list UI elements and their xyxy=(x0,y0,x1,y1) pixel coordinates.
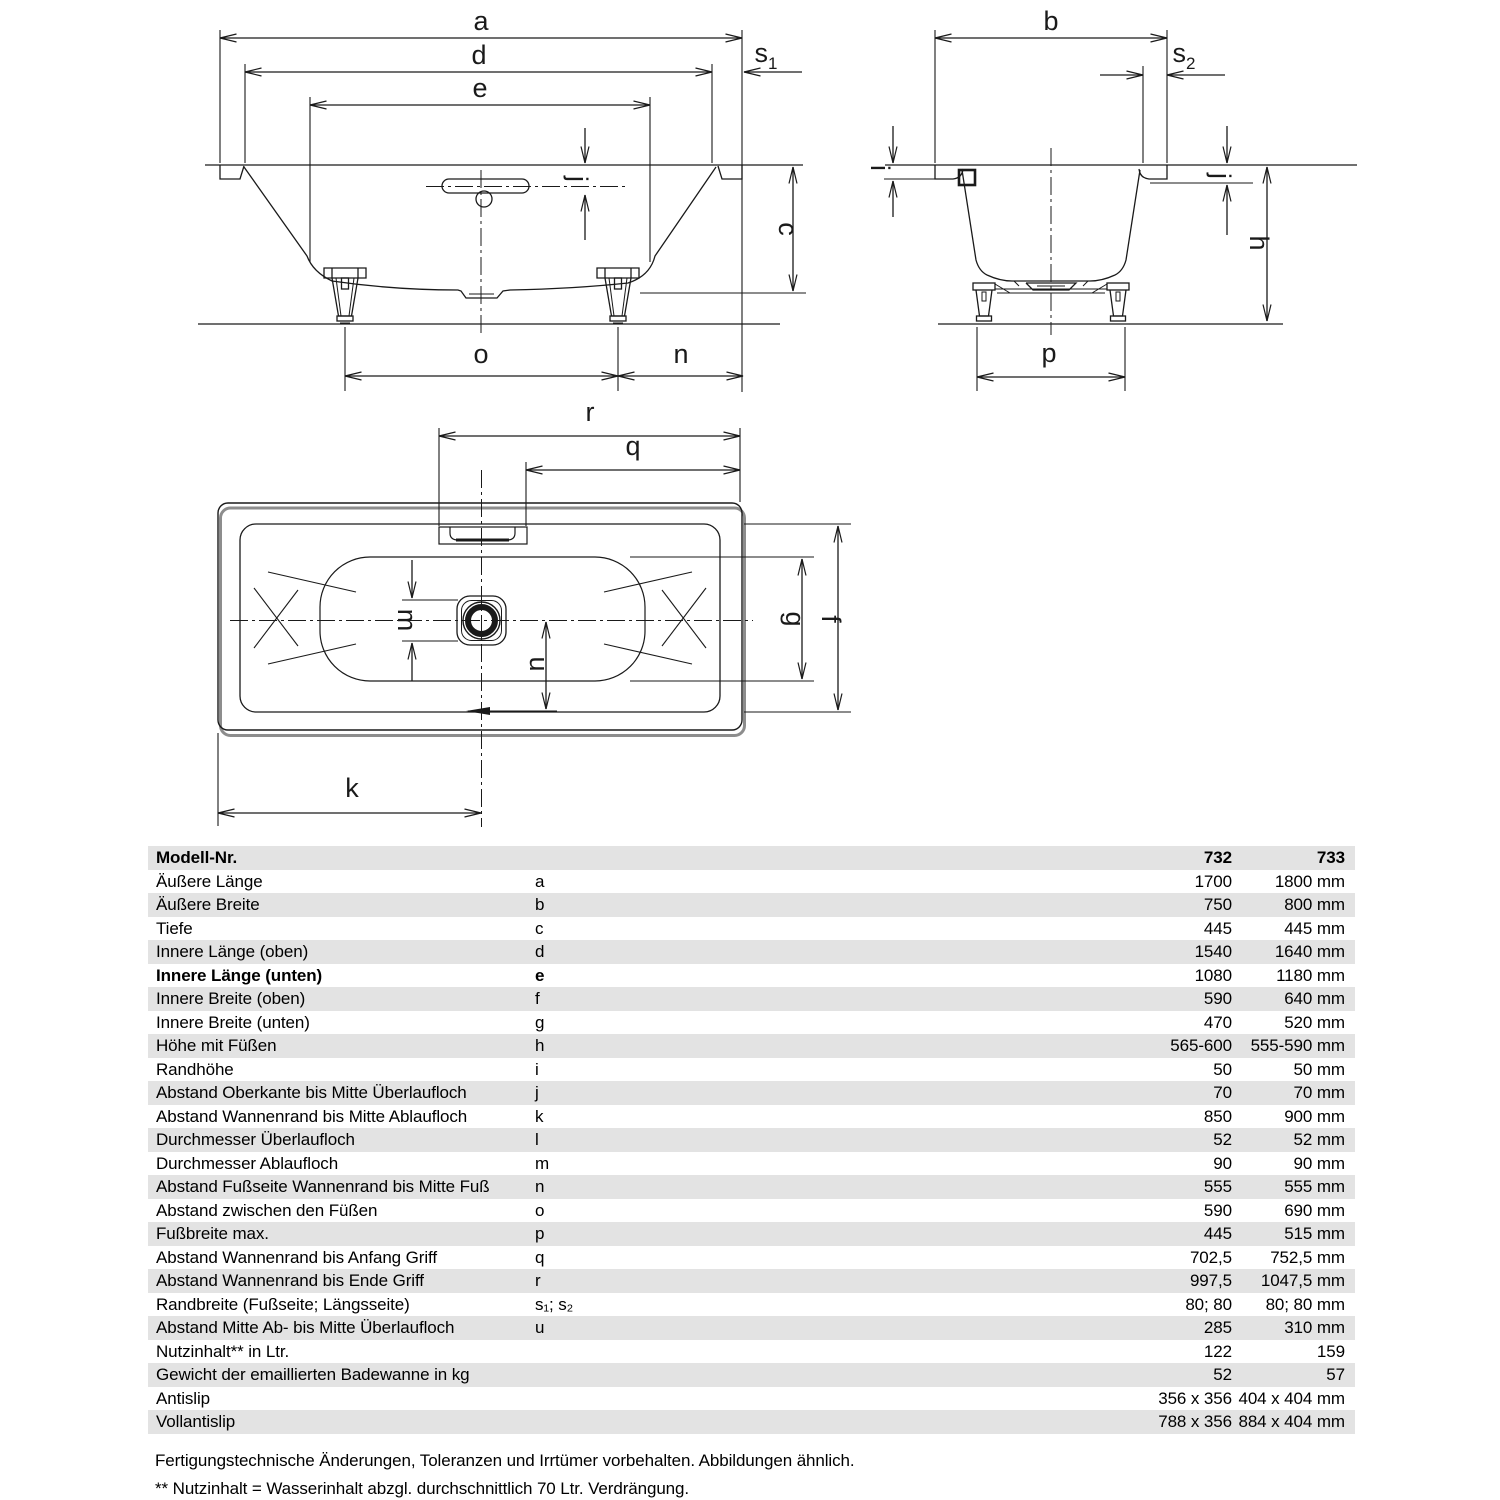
row-value-733: 884 x 404 mm xyxy=(1238,1412,1345,1431)
row-value-733: 445 mm xyxy=(1284,918,1345,938)
row-letter: m xyxy=(535,1153,550,1173)
table-row xyxy=(148,940,1355,964)
end-view-foot-right xyxy=(1107,283,1129,321)
row-label: Innere Länge (unten) xyxy=(156,965,323,985)
table-row xyxy=(148,893,1355,917)
row-label: Abstand Oberkante bis Mitte Überlaufloch xyxy=(156,1083,467,1102)
row-value-732: 555 xyxy=(1203,1177,1232,1196)
dim-label-n: n xyxy=(673,339,689,369)
row-value-733: 159 xyxy=(1316,1341,1345,1361)
dim-label-b: b xyxy=(1043,6,1059,36)
table-row xyxy=(148,1199,1355,1223)
dim-label-j2: j xyxy=(1206,173,1236,179)
dim-label-e: e xyxy=(472,73,488,103)
table-row xyxy=(148,964,1355,988)
dim-label-o: o xyxy=(473,339,489,369)
row-value-733: 52 mm xyxy=(1293,1130,1345,1149)
row-value-732: 122 xyxy=(1203,1341,1232,1361)
row-value-733: 690 mm xyxy=(1284,1200,1345,1220)
row-value-732: 850 xyxy=(1203,1106,1232,1126)
dim-label-k: k xyxy=(345,773,359,803)
dim-label-g: g xyxy=(780,611,810,627)
row-value-733: 80; 80 mm xyxy=(1265,1294,1345,1314)
table-row xyxy=(148,1387,1355,1411)
row-label: Durchmesser Ablaufloch xyxy=(156,1153,339,1173)
table-row xyxy=(148,1363,1355,1387)
row-value-732: 285 xyxy=(1203,1318,1232,1337)
table-row xyxy=(148,1011,1355,1035)
row-letter: r xyxy=(535,1271,541,1290)
table-row xyxy=(148,870,1355,894)
row-value-732: 997,5 xyxy=(1189,1271,1232,1290)
table-row xyxy=(148,1034,1355,1058)
row-value-732: 356 x 356 xyxy=(1158,1388,1232,1408)
footnotes xyxy=(155,1447,855,1500)
row-label: Äußere Breite xyxy=(156,895,260,914)
row-label: Randbreite (Fußseite; Längsseite) xyxy=(156,1294,410,1314)
table-row xyxy=(148,917,1355,941)
row-letter: a xyxy=(535,871,545,891)
row-value-732: 90 xyxy=(1213,1153,1232,1173)
plan-view-drawing xyxy=(218,397,851,827)
row-value-732: 445 xyxy=(1203,1224,1232,1243)
row-value-732: 50 xyxy=(1213,1059,1232,1079)
row-value-733: 752,5 mm xyxy=(1270,1247,1345,1267)
dim-label-u: u xyxy=(524,656,554,672)
dim-label-i: i xyxy=(865,165,895,171)
table-row xyxy=(148,1128,1355,1152)
row-value-733: 50 mm xyxy=(1293,1059,1345,1079)
row-label: Randhöhe xyxy=(156,1059,234,1079)
row-letter: q xyxy=(535,1247,545,1267)
row-value-732: 590 xyxy=(1203,1200,1232,1220)
dim-label-s2: $s_2$ xyxy=(1172,38,1196,73)
row-value-732: 80; 80 xyxy=(1185,1294,1232,1314)
table-row xyxy=(148,1293,1355,1317)
dim-label-c: c xyxy=(773,222,803,236)
table-header-row xyxy=(148,846,1355,870)
row-value-733: 515 mm xyxy=(1284,1224,1345,1243)
dim-label-d: d xyxy=(471,40,487,70)
row-label: Abstand Wannenrand bis Mitte Ablaufloch xyxy=(156,1106,468,1126)
dim-label-m: m xyxy=(392,608,422,632)
table-header-model-732: 732 xyxy=(1203,848,1232,867)
row-value-732: 590 xyxy=(1203,989,1232,1008)
end-view-foot-left xyxy=(973,283,995,321)
row-label: Durchmesser Überlaufloch xyxy=(156,1130,355,1149)
row-label: Abstand Fußseite Wannenrand bis Mitte Fuß xyxy=(156,1177,490,1196)
row-letter: s₁; s₂ xyxy=(535,1294,574,1314)
row-value-733: 90 mm xyxy=(1293,1153,1345,1173)
row-letter: i xyxy=(535,1059,539,1079)
table-row xyxy=(148,1340,1355,1364)
row-letter: g xyxy=(535,1012,545,1032)
row-letter: o xyxy=(535,1200,545,1220)
row-label: Abstand Wannenrand bis Anfang Griff xyxy=(156,1247,437,1267)
table-row xyxy=(148,1105,1355,1129)
table-header-model-733: 733 xyxy=(1316,848,1345,867)
row-letter: j xyxy=(535,1083,539,1102)
row-letter: f xyxy=(535,989,540,1008)
dim-label-q: q xyxy=(625,431,641,461)
row-letter: u xyxy=(535,1318,545,1337)
row-value-732: 445 xyxy=(1203,918,1232,938)
row-value-733: 1047,5 mm xyxy=(1260,1271,1345,1290)
row-label: Abstand Wannenrand bis Ende Griff xyxy=(156,1271,424,1290)
row-letter: e xyxy=(535,965,545,985)
dim-label-p: p xyxy=(1041,338,1057,368)
footnote-tolerances: Fertigungstechnische Änderungen, Toleranzen und Irrtümer vorbehalten. Abbildungen ähnlich. xyxy=(155,1451,855,1470)
row-value-733: 555-590 mm xyxy=(1250,1036,1345,1055)
table-row xyxy=(148,1222,1355,1246)
row-letter: k xyxy=(535,1106,544,1126)
row-label: Abstand zwischen den Füßen xyxy=(156,1200,378,1220)
dim-label-a: a xyxy=(473,6,489,36)
table-row xyxy=(148,1175,1355,1199)
row-value-733: 555 mm xyxy=(1284,1177,1345,1196)
row-value-733: 57 xyxy=(1326,1365,1345,1384)
row-letter: n xyxy=(535,1177,545,1196)
row-value-733: 70 mm xyxy=(1293,1083,1345,1102)
row-letter: h xyxy=(535,1036,545,1055)
row-value-732: 52 xyxy=(1213,1365,1232,1384)
side-view-drawing xyxy=(198,6,806,392)
row-label: Innere Länge (oben) xyxy=(156,942,309,961)
row-label: Vollantislip xyxy=(156,1412,236,1431)
row-value-733: 900 mm xyxy=(1284,1106,1345,1126)
row-label: Höhe mit Füßen xyxy=(156,1036,277,1055)
row-letter: p xyxy=(535,1224,545,1243)
side-view-foot-right xyxy=(597,268,639,324)
row-label: Innere Breite (unten) xyxy=(156,1012,310,1032)
row-value-732: 70 xyxy=(1213,1083,1232,1102)
table-row xyxy=(148,1152,1355,1176)
row-value-733: 520 mm xyxy=(1284,1012,1345,1032)
row-value-733: 800 mm xyxy=(1284,895,1345,914)
row-value-733: 640 mm xyxy=(1284,989,1345,1008)
table-row xyxy=(148,987,1355,1011)
row-value-732: 702,5 xyxy=(1189,1247,1232,1267)
spec-table xyxy=(148,846,1355,1434)
row-label: Fußbreite max. xyxy=(156,1224,269,1243)
dim-label-j: j xyxy=(563,176,593,182)
row-value-732: 1700 xyxy=(1194,871,1232,891)
table-row xyxy=(148,1058,1355,1082)
side-view-foot-left xyxy=(324,268,366,324)
row-value-732: 750 xyxy=(1203,895,1232,914)
row-letter: b xyxy=(535,895,545,914)
table-row xyxy=(148,1410,1355,1434)
row-value-732: 788 x 356 xyxy=(1158,1412,1232,1431)
row-value-733: 1640 mm xyxy=(1274,942,1345,961)
row-value-732: 1540 xyxy=(1194,942,1232,961)
table-row xyxy=(148,1316,1355,1340)
row-letter: c xyxy=(535,918,544,938)
table-row xyxy=(148,1269,1355,1293)
row-label: Abstand Mitte Ab- bis Mitte Überlaufloch xyxy=(156,1318,455,1337)
row-letter: l xyxy=(535,1130,539,1149)
dim-label-f: f xyxy=(816,615,846,623)
row-letter: d xyxy=(535,942,545,961)
row-label: Antislip xyxy=(156,1388,211,1408)
row-value-733: 1800 mm xyxy=(1274,871,1345,891)
row-value-733: 1180 mm xyxy=(1276,965,1345,985)
row-label: Innere Breite (oben) xyxy=(156,989,306,1008)
row-value-732: 52 xyxy=(1213,1130,1232,1149)
dim-label-h: h xyxy=(1244,235,1274,251)
row-label: Gewicht der emaillierten Badewanne in kg xyxy=(156,1365,470,1384)
row-label: Nutzinhalt** in Ltr. xyxy=(156,1341,290,1361)
row-label: Tiefe xyxy=(156,918,193,938)
row-value-732: 470 xyxy=(1203,1012,1232,1032)
table-row xyxy=(148,1081,1355,1105)
table-row xyxy=(148,1246,1355,1270)
dim-label-r: r xyxy=(585,397,595,427)
table-header-label: Modell-Nr. xyxy=(156,848,238,867)
row-label: Äußere Länge xyxy=(156,871,263,891)
row-value-733: 404 x 404 mm xyxy=(1238,1388,1345,1408)
spec-table-rows xyxy=(148,870,1355,1434)
dim-label-s1: $s_1$ xyxy=(754,38,778,73)
footnote-nutzinhalt: ** Nutzinhalt = Wasserinhalt abzgl. durchschnittlich 70 Ltr. Verdrängung. xyxy=(155,1479,690,1498)
row-value-732: 565-600 xyxy=(1170,1036,1232,1055)
row-value-733: 310 mm xyxy=(1284,1318,1345,1337)
end-view-drawing xyxy=(865,6,1357,391)
row-value-732: 1080 xyxy=(1194,965,1232,985)
